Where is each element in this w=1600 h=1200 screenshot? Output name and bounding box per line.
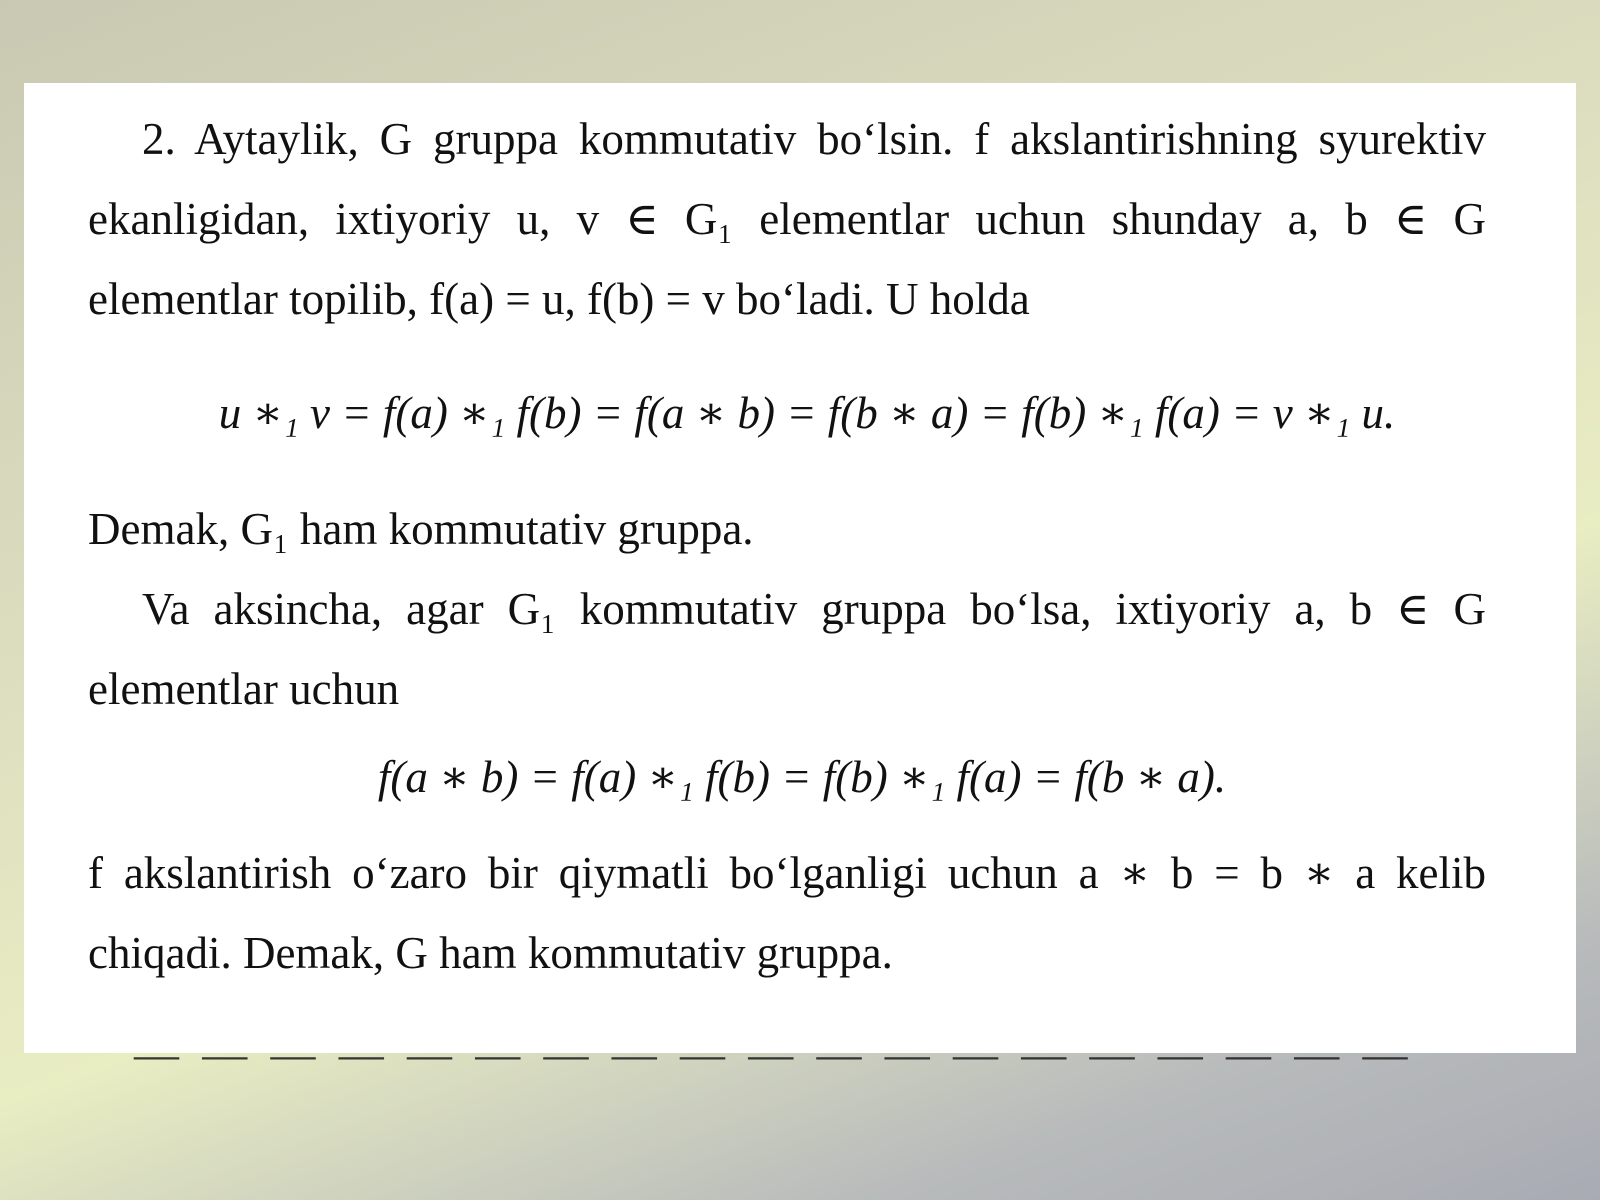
cut-off-next-line: ― ― ― ― ― ― ― ― ― ― ― ― ― ― ― ― ― ― ― <box>134 1029 1414 1079</box>
paragraph-proof-part-2: 2. Aytaylik, G gruppa kommutativ bo‘lsin. f akslantirishning syurektiv ekanligidan, ixtiyoriy u, v ∈ G₁ elementlar uchun shunday a, b ∈ G elementlar topilib, f(a) = u, f(b) = v bo‘ladi. U holda <box>88 114 1486 324</box>
paragraph-conclusion-g: f akslantirish o‘zaro bir qiymatli bo‘lganligi uchun a ∗ b = b ∗ a kelib chiqadi. Demak, G ham kommutativ gruppa. <box>88 848 1486 978</box>
equation-commutativity-g1: u ∗₁ v = f(a) ∗₁ f(b) = f(a ∗ b) = f(b ∗ a) = f(b) ∗₁ f(a) = v ∗₁ u. <box>218 388 1396 438</box>
paragraph-conclusion-g1: Demak, G₁ ham kommutativ gruppa. <box>88 504 754 554</box>
slide-page <box>24 83 1576 1079</box>
paragraph-converse: Va aksincha, agar G₁ kommutativ gruppa bo‘lsa, ixtiyoriy a, b ∈ G elementlar uchun <box>88 584 1486 714</box>
equation-commutativity-g: f(a ∗ b) = f(a) ∗₁ f(b) = f(b) ∗₁ f(a) = f(b ∗ a). <box>377 752 1227 802</box>
slide-text <box>88 99 1486 993</box>
